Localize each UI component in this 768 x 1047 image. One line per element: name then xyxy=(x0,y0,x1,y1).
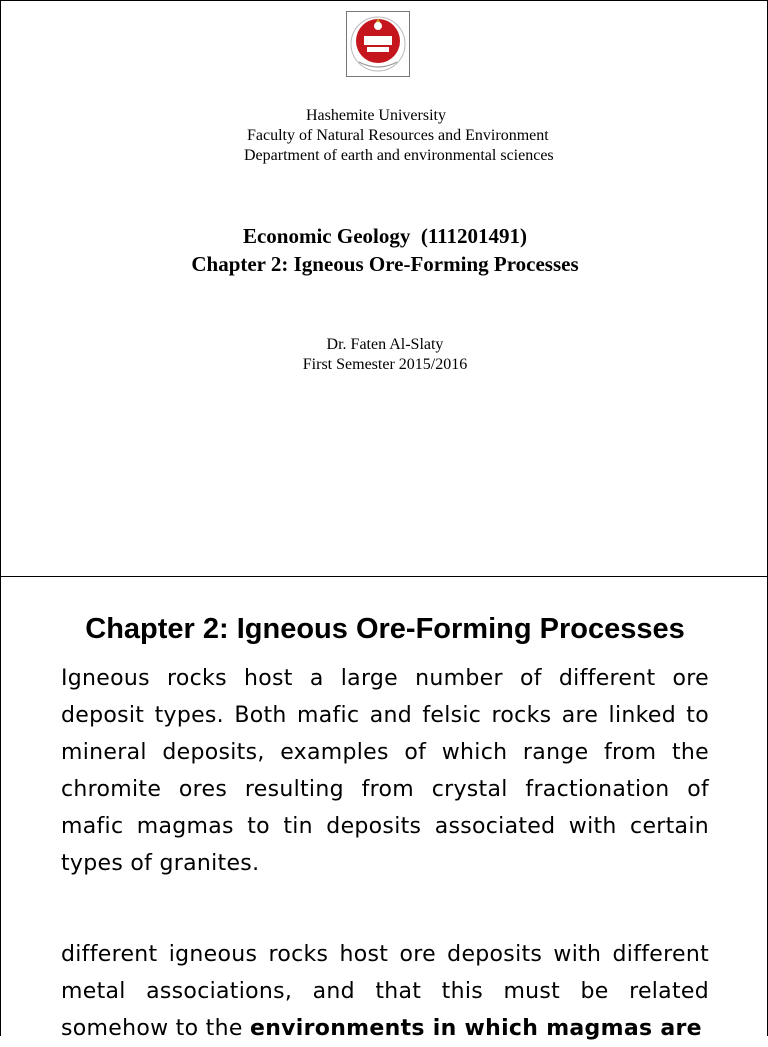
paragraph-1: Igneous rocks host a large number of different ore deposit types. Both mafic and felsic rocks are linked to mineral deposits, examples of which range from the chromite ores resulting from crystal fractionation of mafic magmas to tin deposits associated with certain types of granites. xyxy=(61,666,709,876)
author-name: Dr. Faten Al-Slaty xyxy=(326,336,444,353)
paragraph-2 xyxy=(61,936,709,1047)
chapter-title: Chapter 2: Igneous Ore-Forming Processes xyxy=(191,252,579,276)
department-name: Department of earth and environmental sciences xyxy=(244,147,554,164)
university-name: Hashemite University xyxy=(306,107,446,124)
paragraph-2-bold-text: environments in which magmas are xyxy=(249,1016,702,1041)
content-slide xyxy=(0,576,768,1041)
course-title: Economic Geology (111201491) xyxy=(242,224,528,248)
faculty-name: Faculty of Natural Resources and Environment xyxy=(247,127,549,144)
semester: First Semester 2015/2016 xyxy=(302,356,468,373)
slide-title: Chapter 2: Igneous Ore-Forming Processes xyxy=(85,613,685,645)
university-logo xyxy=(346,11,410,77)
paragraph-2-text: different igneous rocks host ore deposits with different metal associations, and that this must be related somehow to the xyxy=(61,942,709,1041)
hashemite-university-seal-icon xyxy=(349,14,407,74)
